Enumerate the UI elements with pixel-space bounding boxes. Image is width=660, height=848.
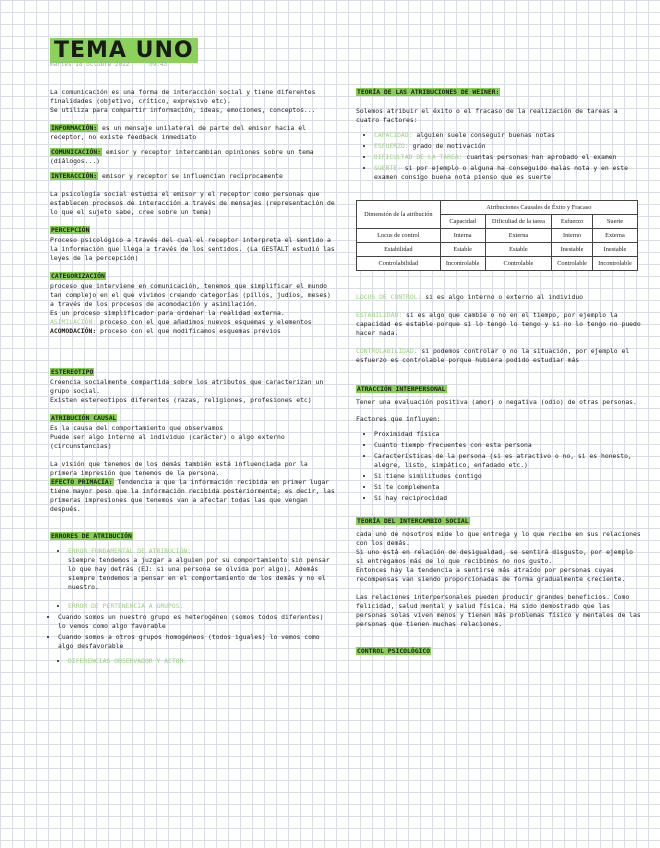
estereotipo-heading bbox=[50, 368, 335, 377]
term-locus: LOCUS DE CONTROL: bbox=[356, 293, 422, 301]
term-informacion: INFORMACIÓN: bbox=[51, 124, 98, 132]
weiner-intro: Solemos atribuir el éxito o el fracaso de la realización de tareas a cuatro factores: bbox=[356, 107, 618, 124]
term-estereotipo: ESTEREOTIPO bbox=[51, 368, 94, 376]
term-weiner: TEORÍA DE LAS ATRIBUCIONES DE WEINER: bbox=[357, 88, 500, 96]
note-meta bbox=[50, 61, 183, 68]
categorizacion-text-1: proceso que interviene en comunicación, tenemos que simplificar el mundo tan complejo en el que vivimos creando categorías (pillos, judíos, meses) a través de los procesos de acomodación y asimilación. bbox=[50, 282, 331, 308]
term-intercambio: TEORÍA DEL INTERCAMBIO SOCIAL bbox=[357, 517, 469, 525]
weiner-heading bbox=[356, 88, 641, 97]
term-comunicacion: COMUNICACIÓN: bbox=[51, 148, 102, 156]
intro-2: Se utiliza para compartir información, ideas, emociones, conceptos... bbox=[50, 106, 316, 114]
factor-item: • Características de la persona (si es atractivo o no, si es honesto, alegre, listo, simpático, enfadado etc.) bbox=[374, 452, 641, 470]
table-cell: Estable bbox=[440, 243, 485, 257]
intercambio-text-3: Entonces hay la tendencia a sentirse más atraído por personas cuyas recompensas van siendo proporcionadas de forma gradualmente creciente. bbox=[356, 566, 626, 583]
error-fundamental-text: siempre tendemos a juzgar a alguien por su comportamiento sin pensar lo que hay detrás (EJ: si una persona se olvida por algo). Además siempre tendemos a pensar en el comportamiento de los demás y no el nuestro. bbox=[68, 556, 330, 591]
psicologia-paragraph: La psicología social estudia el emisor y el receptor como personas que establecen procesos de interacción a través de mensajes (representación de lo que el sujeto sabe, cree sobre un tema) bbox=[50, 190, 335, 216]
weiner-key-esfuerzo: ESFUERZO: bbox=[374, 142, 409, 150]
controlabilidad-text: si podemos controlar o no la situación, por ejemplo el esfuerzo es controlable porque hubiera podido estudiar más bbox=[356, 347, 630, 364]
error-pertenencia bbox=[58, 602, 335, 651]
error-pertenencia-head: ERROR DE PERTENENCIA A GRUPOS. bbox=[68, 602, 184, 610]
right-column bbox=[356, 88, 641, 662]
informacion-paragraph bbox=[50, 124, 335, 142]
asimilacion-text: proceso con el que añadimos nuevos esquemas y elementos bbox=[100, 318, 312, 326]
table-cell: Inestable bbox=[592, 243, 637, 257]
categorizacion-text bbox=[50, 282, 335, 309]
estabilidad-text: si es algo que cambie o no en el tiempo, por ejemplo la capacidad es estable porque si lo tengo lo tengo y si no lo tengo no puedo hacer nada. bbox=[356, 311, 641, 337]
table-cell: Externa bbox=[592, 229, 637, 243]
weiner-item-suerte bbox=[374, 164, 641, 182]
intro-1: La comunicación es una forma de interacción social y tiene diferentes finalidades (objetivo, crítico, expresivo etc). bbox=[50, 88, 316, 105]
error-observador bbox=[68, 657, 335, 666]
atraccion-heading bbox=[356, 385, 641, 394]
weiner-item-dificultad bbox=[374, 153, 641, 162]
table-cell: Interno bbox=[552, 229, 593, 243]
error-observador-head: DIFERENCIAS OBSERVADOR Y ACTOR. bbox=[68, 657, 188, 665]
table-cell: Incontrolable bbox=[592, 257, 637, 271]
term-atribucion: ATRIBUCIÓN CAUSAL bbox=[51, 414, 117, 422]
table-cell: Estable bbox=[485, 243, 552, 257]
table-cell: Controlable bbox=[485, 257, 552, 271]
term-percepcion: PERCEPCIÓN bbox=[51, 226, 90, 234]
intercambio-text-2: Si uno está en relación de desigualdad, se sentirá disgusto, por ejemplo si entregamos más de lo que recibimos no nos gusto. bbox=[356, 548, 634, 565]
table-cell: Externa bbox=[485, 229, 552, 243]
interaccion-text: emisor y receptor se influencian recíprocamente bbox=[102, 172, 283, 180]
estabilidad-paragraph bbox=[356, 311, 641, 338]
table-h2: Atribuciones Causales de Éxito y Fracaso bbox=[440, 201, 637, 215]
term-categorizacion: CATEGORIZACIÓN bbox=[51, 272, 105, 280]
term-primacia: EFECTO PRIMACÍA: bbox=[51, 478, 113, 486]
table-row bbox=[357, 229, 638, 243]
left-column bbox=[50, 88, 335, 671]
note-time: 09:43 bbox=[149, 61, 168, 68]
acomodacion-line bbox=[50, 327, 335, 336]
table-cell: Controlabilidad bbox=[357, 257, 441, 271]
error-fundamental bbox=[68, 547, 335, 592]
atribucion-text-2: Puede ser algo interno al individuo (carácter) o algo externo (circunstancias) bbox=[50, 433, 285, 450]
factor-item: • Proximidad física bbox=[374, 430, 641, 439]
categorizacion-heading bbox=[50, 272, 335, 281]
atribuciones-table bbox=[356, 200, 638, 271]
factor-item: • Si hay reciprocidad bbox=[374, 494, 641, 503]
weiner-val-suerte: si por ejemplo o alguna ha conseguido malas nota y en este examen consigo buena nota pienso que es suerte bbox=[374, 164, 628, 181]
informacion-text: es un mensaje unilateral de parte del emisor hacia el receptor, no existe feedback inmediato bbox=[50, 124, 306, 141]
intercambio-text: cada uno de nosotros mide lo que entrega y lo que recibe en sus relaciones con los demás. bbox=[356, 530, 641, 547]
factor-item: • Si te complementa bbox=[374, 483, 641, 492]
relaciones-paragraph: Las relaciones interpersonales pueden producir grandes beneficios. Como felicidad, salud mental y salud física. Ha sido demostrado que las personas solas viven menos y tienen más problemas físico y mentales de las personas que tienen muchas relaciones. bbox=[356, 593, 641, 628]
weiner-key-suerte: SUERTE: bbox=[374, 164, 401, 172]
error-fundamental-head: ERROR FUNDAMENTAL DE ATRIBUCIÓN: bbox=[68, 547, 192, 555]
percepcion-heading bbox=[50, 226, 335, 235]
term-controlabilidad: CONTROLABILIDAD: bbox=[356, 347, 418, 355]
term-interaccion: INTERACCIÓN: bbox=[51, 172, 98, 180]
factor-item: • Cuanto tiempo frecuentes con esta persona bbox=[374, 441, 641, 450]
acomodacion-text: proceso con el que modificamos esquemas previos bbox=[100, 327, 281, 335]
primacia-text: Tendencia a que la información recibida en primer lugar tiene mayor peso que la información recibida posteriormente; es decir, las primeras impresiones que tenemos van a afectar todas las que vengan después. bbox=[50, 478, 335, 513]
estereotipo-text-2: Existen estereotipos diferentes (razas, religiones, profesiones etc) bbox=[50, 396, 312, 404]
interaccion-paragraph bbox=[50, 172, 335, 181]
atraccion-text: Tener una evaluación positiva (amor) o negativa (odio) de otras personas. bbox=[356, 398, 637, 406]
table-col: Suerte bbox=[592, 215, 637, 229]
term-acomodacion: ACOMODACIÓN: bbox=[50, 327, 97, 335]
intercambio-heading bbox=[356, 517, 641, 526]
control-heading bbox=[356, 647, 641, 656]
term-estabilidad: ESTABILIDAD: bbox=[356, 311, 403, 319]
weiner-list bbox=[356, 131, 641, 182]
table-row bbox=[357, 257, 638, 271]
weiner-val-capacidad: alguien suele conseguir buenas notas bbox=[416, 131, 555, 139]
factores-list bbox=[356, 430, 641, 503]
locus-text: si es algo interno o externo al individuo bbox=[425, 293, 584, 301]
factor-item: • Si tiene similitudes contigo bbox=[374, 472, 641, 481]
table-header-row bbox=[357, 201, 638, 215]
weiner-key-capacidad: CAPACIDAD: bbox=[374, 131, 413, 139]
term-control: CONTROL PSICOLÓGICO bbox=[357, 647, 431, 655]
weiner-val-dificultad: cuantas personas han aprobado el examen bbox=[466, 153, 617, 161]
table-col: Capacidad bbox=[440, 215, 485, 229]
weiner-val-esfuerzo: grado de motivación bbox=[412, 142, 486, 150]
vision-paragraph: La visión que tenemos de los demás también está influenciada por la primera impresión que tenemos de la persona. bbox=[50, 460, 308, 477]
table-cell: Controlable bbox=[552, 257, 593, 271]
primacia-paragraph bbox=[50, 478, 335, 514]
page-title: TEMA UNO bbox=[50, 38, 198, 63]
weiner-item-capacidad bbox=[374, 131, 641, 140]
atribucion-text: Es la causa del comportamiento que observamos bbox=[50, 424, 224, 432]
term-errores: ERRORES DE ATRIBUCIÓN bbox=[51, 532, 132, 540]
table-col: Dificultad de la tarea bbox=[485, 215, 552, 229]
error-pertenencia-2: • Cuando somos a otros grupos homogéneos (todos iguales) lo vemos como algo desfavorable bbox=[58, 633, 335, 651]
table-cell: Interna bbox=[440, 229, 485, 243]
term-asimilacion: ASIMILACIÓN: bbox=[50, 318, 97, 326]
note-date: martes 18 octubre 2022 bbox=[50, 61, 130, 68]
weiner-item-esfuerzo bbox=[374, 142, 641, 151]
table-cell: Incontrolable bbox=[440, 257, 485, 271]
comunicacion-paragraph bbox=[50, 148, 335, 166]
table-cell: Inestable bbox=[552, 243, 593, 257]
controlabilidad-paragraph bbox=[356, 347, 641, 365]
table-row bbox=[357, 243, 638, 257]
estereotipo-text: Creencia socialmente compartida sobre los atributos que caracterizan un grupo social. bbox=[50, 378, 324, 395]
factores-label: Factores que influyen: bbox=[356, 415, 441, 423]
atribucion-heading bbox=[50, 414, 335, 423]
weiner-key-dificultad: DIFICULTAD DE LA TAREA: bbox=[374, 153, 463, 161]
categorizacion-text-2: Es un proceso simplificador para ordenar la realidad externa. bbox=[50, 309, 285, 317]
comunicacion-text: emisor y receptor intercambian opiniones sobre un tema (diálogos...) bbox=[50, 148, 314, 165]
table-col: Esfuerzo bbox=[552, 215, 593, 229]
errores-list bbox=[50, 547, 335, 666]
table-cell: Estabilidad bbox=[357, 243, 441, 257]
error-pertenencia-1: • Cuando somos un nuestro grupo es heterogéneo (somos todos diferentes) lo vemos como algo favorable bbox=[58, 613, 335, 631]
table-h1: Dimensión de la atribución bbox=[357, 201, 441, 229]
locus-paragraph bbox=[356, 293, 641, 302]
term-atraccion: ATRACCIÓN INTERPERSONAL bbox=[357, 385, 446, 393]
asimilacion-line bbox=[50, 318, 335, 327]
table-cell: Locus de control bbox=[357, 229, 441, 243]
errores-heading bbox=[50, 532, 335, 541]
percepcion-text: Proceso psicológico a través del cual el receptor interpreta el sentido a la información que llega a través de los sentidos. (La GESTALT estudió las leyes de la percepción) bbox=[50, 236, 335, 262]
